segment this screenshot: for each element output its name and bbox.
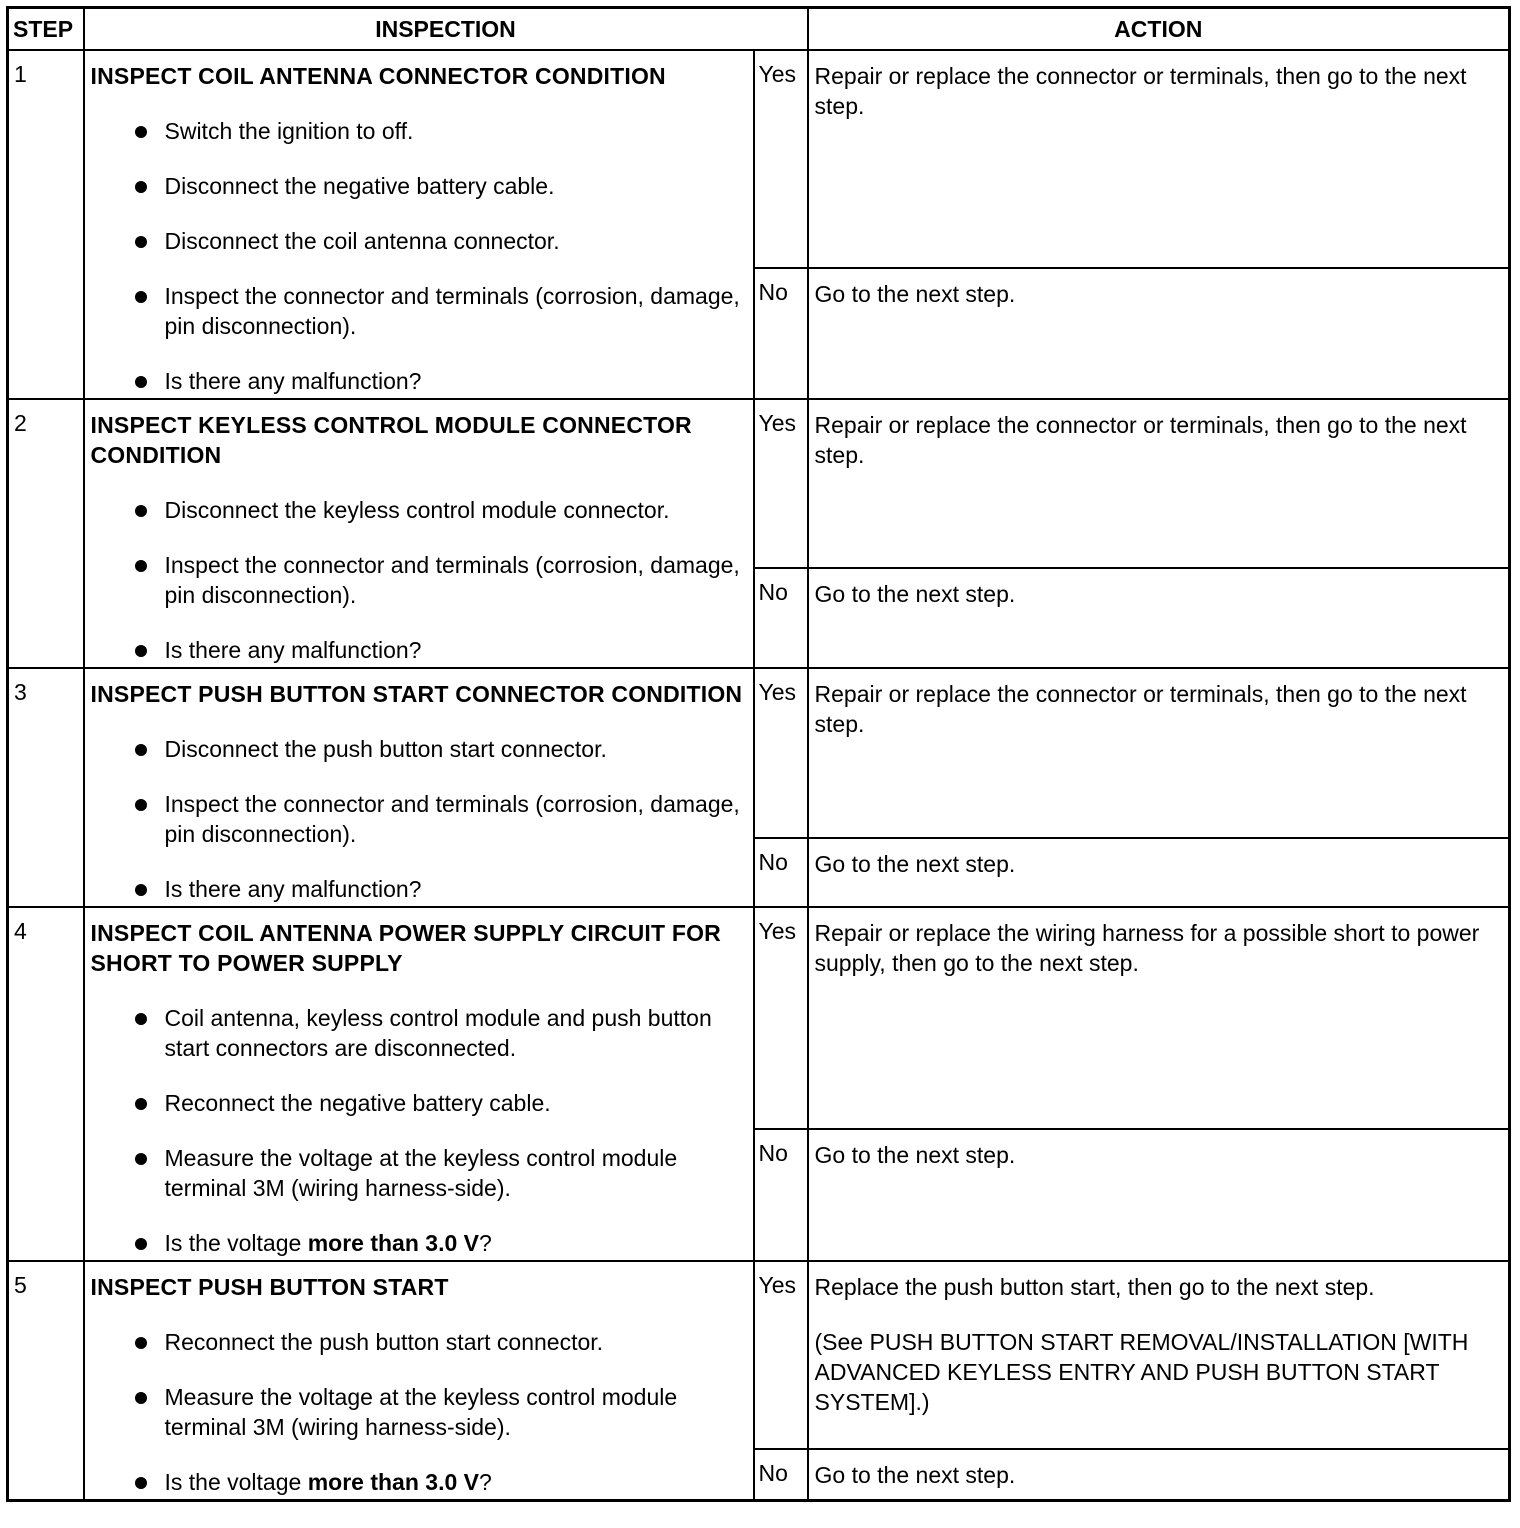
bullet-item-question xyxy=(133,1467,747,1497)
inspection-bullets xyxy=(91,1327,747,1497)
step-number: 5 xyxy=(8,1261,84,1501)
bullet-item: Disconnect the coil antenna connector. xyxy=(133,226,747,256)
step-2-inspection xyxy=(84,399,754,668)
step-5-yes-row xyxy=(8,1261,1510,1449)
inspection-bullets xyxy=(91,116,747,396)
step-number: 4 xyxy=(8,907,84,1261)
no-action xyxy=(808,1129,1510,1261)
bullet-item: Disconnect the push button start connector. xyxy=(133,734,747,764)
step-title: INSPECT KEYLESS CONTROL MODULE CONNECTOR CONDITION xyxy=(90,412,692,468)
bullet-item: Disconnect the keyless control module connector. xyxy=(133,495,747,525)
yes-label: Yes xyxy=(754,1261,808,1449)
action-text: Go to the next step. xyxy=(814,851,1016,877)
bullet-item: Coil antenna, keyless control module and push button start connectors are disconnected. xyxy=(133,1003,747,1063)
bullet-item: Measure the voltage at the keyless control module terminal 3M (wiring harness-side). xyxy=(133,1143,747,1203)
yes-label: Yes xyxy=(754,907,808,1129)
action-text: Go to the next step. xyxy=(814,581,1016,607)
step-3-yes-row xyxy=(8,668,1510,838)
question-text: Is the voltage xyxy=(164,1230,308,1256)
no-action xyxy=(808,838,1510,907)
step-number: 3 xyxy=(8,668,84,907)
step-5-inspection xyxy=(84,1261,754,1501)
step-number: 2 xyxy=(8,399,84,668)
action-text: Replace the push button start, then go to the next step. xyxy=(814,1274,1375,1300)
action-text: Go to the next step. xyxy=(814,281,1016,307)
yes-action xyxy=(808,399,1510,568)
inspection-bullets xyxy=(91,734,747,904)
bullet-item: Reconnect the negative battery cable. xyxy=(133,1088,747,1118)
yes-label: Yes xyxy=(754,668,808,838)
step-column-header: STEP xyxy=(8,8,84,51)
no-label: No xyxy=(754,268,808,399)
action-text: Go to the next step. xyxy=(814,1462,1016,1488)
bullet-item: Switch the ignition to off. xyxy=(133,116,747,146)
inspection-column-header: INSPECTION xyxy=(84,8,808,51)
inspection-bullets xyxy=(91,1003,747,1258)
action-reference: (See PUSH BUTTON START REMOVAL/INSTALLATION [WITH ADVANCED KEYLESS ENTRY AND PUSH BUTTON START SYSTEM].) xyxy=(814,1329,1469,1415)
question-emphasis: more than 3.0 V xyxy=(307,1230,479,1256)
action-text: Go to the next step. xyxy=(814,1142,1016,1168)
yes-label: Yes xyxy=(754,399,808,568)
bullet-item: Inspect the connector and terminals (corrosion, damage, pin disconnection). xyxy=(133,789,747,849)
table-header-row xyxy=(8,8,1510,51)
step-1-yes-row xyxy=(8,50,1510,268)
no-label: No xyxy=(754,838,808,907)
step-title: INSPECT PUSH BUTTON START CONNECTOR CONDITION xyxy=(90,681,743,707)
bullet-item: Measure the voltage at the keyless control module terminal 3M (wiring harness-side). xyxy=(133,1382,747,1442)
action-text: Repair or replace the wiring harness for a possible short to power supply, then go to the next step. xyxy=(814,920,1480,976)
step-title: INSPECT COIL ANTENNA CONNECTOR CONDITION xyxy=(90,63,666,89)
bullet-item: Is there any malfunction? xyxy=(133,874,747,904)
yes-label: Yes xyxy=(754,50,808,268)
question-emphasis: more than 3.0 V xyxy=(307,1469,479,1495)
yes-action xyxy=(808,668,1510,838)
no-action xyxy=(808,268,1510,399)
step-4-inspection xyxy=(84,907,754,1261)
bullet-item: Is there any malfunction? xyxy=(133,635,747,665)
step-1-inspection xyxy=(84,50,754,399)
bullet-item: Inspect the connector and terminals (corrosion, damage, pin disconnection). xyxy=(133,281,747,341)
action-text: Repair or replace the connector or terminals, then go to the next step. xyxy=(814,681,1467,737)
question-text: Is the voltage xyxy=(164,1469,308,1495)
inspection-bullets xyxy=(91,495,747,665)
no-label: No xyxy=(754,568,808,668)
step-2-yes-row xyxy=(8,399,1510,568)
step-3-inspection xyxy=(84,668,754,907)
yes-action xyxy=(808,50,1510,268)
bullet-item: Is there any malfunction? xyxy=(133,366,747,396)
step-title: INSPECT COIL ANTENNA POWER SUPPLY CIRCUIT FOR SHORT TO POWER SUPPLY xyxy=(90,920,721,976)
no-label: No xyxy=(754,1449,808,1501)
bullet-item: Inspect the connector and terminals (corrosion, damage, pin disconnection). xyxy=(133,550,747,610)
question-mark: ? xyxy=(478,1230,492,1256)
no-action xyxy=(808,568,1510,668)
yes-action xyxy=(808,907,1510,1129)
question-mark: ? xyxy=(478,1469,492,1495)
no-label: No xyxy=(754,1129,808,1261)
yes-action xyxy=(808,1261,1510,1449)
action-text: Repair or replace the connector or terminals, then go to the next step. xyxy=(814,412,1467,468)
action-text: Repair or replace the connector or terminals, then go to the next step. xyxy=(814,63,1467,119)
bullet-item: Disconnect the negative battery cable. xyxy=(133,171,747,201)
step-4-yes-row xyxy=(8,907,1510,1129)
step-title: INSPECT PUSH BUTTON START xyxy=(90,1274,449,1300)
bullet-item: Reconnect the push button start connector. xyxy=(133,1327,747,1357)
action-column-header: ACTION xyxy=(808,8,1510,51)
no-action xyxy=(808,1449,1510,1501)
bullet-item-question xyxy=(133,1228,747,1258)
diagnostic-procedure-table xyxy=(6,6,1511,1502)
step-number: 1 xyxy=(8,50,84,399)
